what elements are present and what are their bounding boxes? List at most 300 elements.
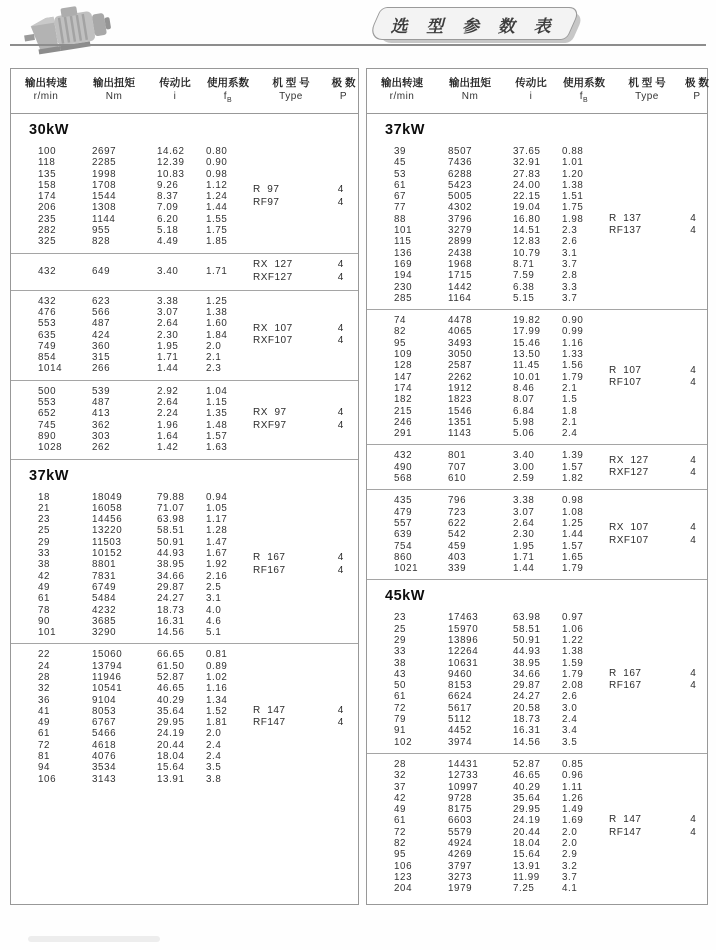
cell-ratio: 15.64 bbox=[513, 849, 541, 861]
cell-ratio: 24.19 bbox=[513, 815, 541, 827]
cell-ratio: 58.51 bbox=[157, 525, 185, 537]
pole-column bbox=[679, 522, 707, 547]
cell-fb: 1.57 bbox=[562, 540, 584, 552]
cell-torque: 403 bbox=[448, 551, 467, 563]
cell-torque: 3493 bbox=[448, 337, 473, 349]
cell-speed: 285 bbox=[394, 292, 413, 304]
cell-ratio: 13.50 bbox=[513, 349, 541, 361]
cell-torque: 539 bbox=[92, 385, 111, 397]
cell-speed: 860 bbox=[394, 551, 413, 563]
cell-speed: 136 bbox=[394, 247, 413, 259]
number-grid bbox=[11, 386, 253, 454]
cell-ratio: 3.38 bbox=[157, 295, 179, 307]
cell-speed: 23 bbox=[38, 514, 51, 526]
data-block bbox=[367, 445, 707, 490]
data-block bbox=[11, 381, 358, 460]
cell-fb: 0.89 bbox=[206, 660, 228, 672]
cell-speed: 29 bbox=[38, 536, 51, 548]
cell-fb: 4.6 bbox=[206, 615, 222, 627]
title-banner bbox=[372, 7, 576, 43]
cell-fb: 1.85 bbox=[206, 236, 228, 248]
cell-ratio: 16.31 bbox=[513, 725, 541, 737]
cell-ratio: 61.50 bbox=[157, 660, 185, 672]
cell-torque: 8175 bbox=[448, 804, 473, 816]
col-header-speed: 输出转速 r/min bbox=[381, 77, 423, 102]
cell-speed: 36 bbox=[38, 694, 51, 706]
cell-fb: 1.16 bbox=[206, 683, 228, 695]
cell-speed: 635 bbox=[38, 329, 57, 341]
cell-ratio: 6.84 bbox=[513, 405, 535, 417]
cell-ratio: 6.20 bbox=[157, 213, 179, 225]
cell-speed: 204 bbox=[394, 883, 413, 895]
cell-fb: 1.44 bbox=[562, 529, 584, 541]
type-column bbox=[253, 323, 323, 348]
data-block-inner bbox=[11, 649, 358, 785]
cell-fb: 1.15 bbox=[206, 397, 228, 409]
cell-torque: 8801 bbox=[92, 559, 117, 571]
cell-torque: 303 bbox=[92, 430, 111, 442]
cell-torque: 4924 bbox=[448, 838, 473, 850]
type-name: RF147 bbox=[609, 826, 642, 838]
cell-speed: 33 bbox=[394, 646, 407, 658]
cell-speed: 194 bbox=[394, 270, 413, 282]
cell-torque: 955 bbox=[92, 225, 111, 237]
cell-speed: 28 bbox=[38, 671, 51, 683]
cell-ratio: 1.96 bbox=[157, 419, 179, 431]
cell-speed: 49 bbox=[394, 804, 407, 816]
cell-ratio: 3.07 bbox=[157, 306, 179, 318]
cell-fb: 3.3 bbox=[562, 281, 578, 293]
cell-ratio: 5.98 bbox=[513, 416, 535, 428]
cell-speed: 38 bbox=[38, 559, 51, 571]
pole-count: 4 bbox=[690, 667, 696, 679]
cell-fb: 2.5 bbox=[206, 581, 222, 593]
cell-torque: 2438 bbox=[448, 247, 473, 259]
cell-fb: 1.04 bbox=[206, 385, 228, 397]
cell-fb: 2.4 bbox=[206, 739, 222, 751]
cell-torque: 4076 bbox=[92, 751, 117, 763]
cell-torque: 9728 bbox=[448, 792, 473, 804]
pole-column bbox=[323, 552, 358, 577]
cell-torque: 610 bbox=[448, 473, 467, 485]
pole-count: 4 bbox=[337, 564, 344, 576]
pole-count: 4 bbox=[337, 335, 344, 347]
cell-speed: 74 bbox=[394, 315, 407, 327]
cell-torque: 18049 bbox=[92, 491, 123, 503]
cell-fb: 3.0 bbox=[562, 702, 578, 714]
cell-ratio: 11.99 bbox=[513, 871, 540, 883]
cell-torque: 4269 bbox=[448, 849, 473, 861]
cell-torque: 10997 bbox=[448, 781, 479, 793]
cell-ratio: 17.99 bbox=[513, 326, 541, 338]
cell-torque: 566 bbox=[92, 306, 111, 318]
cell-torque: 424 bbox=[92, 329, 111, 341]
cell-speed: 28 bbox=[394, 758, 407, 770]
cell-speed: 553 bbox=[38, 397, 57, 409]
cell-ratio: 3.00 bbox=[513, 461, 535, 473]
cell-fb: 2.4 bbox=[562, 714, 578, 726]
cell-fb: 2.1 bbox=[206, 352, 222, 364]
cell-speed: 115 bbox=[394, 236, 412, 248]
cell-torque: 828 bbox=[92, 236, 111, 248]
cell-fb: 5.1 bbox=[206, 627, 222, 639]
cell-fb: 1.25 bbox=[562, 517, 584, 529]
cell-fb: 1.22 bbox=[562, 634, 584, 646]
pole-count: 4 bbox=[337, 322, 344, 334]
cell-speed: 38 bbox=[394, 657, 407, 669]
cell-fb: 3.1 bbox=[562, 247, 578, 259]
cell-speed: 61 bbox=[38, 593, 51, 605]
data-block-inner bbox=[367, 315, 707, 439]
cell-fb: 0.96 bbox=[562, 770, 584, 782]
cell-ratio: 16.80 bbox=[513, 213, 541, 225]
cell-fb: 1.67 bbox=[206, 548, 228, 560]
cell-ratio: 8.07 bbox=[513, 394, 535, 406]
cell-ratio: 1.44 bbox=[513, 563, 535, 575]
gear-motor-icon bbox=[22, 2, 113, 56]
cell-fb: 1.63 bbox=[206, 442, 228, 454]
cell-ratio: 1.95 bbox=[157, 340, 179, 352]
cell-fb: 1.75 bbox=[562, 202, 584, 214]
cell-ratio: 2.64 bbox=[157, 397, 179, 409]
cell-fb: 1.57 bbox=[206, 430, 228, 442]
pole-count: 4 bbox=[690, 826, 696, 838]
cell-speed: 432 bbox=[38, 266, 57, 278]
cell-fb: 1.35 bbox=[206, 408, 228, 420]
cell-torque: 4452 bbox=[448, 725, 473, 737]
cell-speed: 854 bbox=[38, 352, 57, 364]
data-block-inner bbox=[11, 259, 358, 285]
cell-speed: 158 bbox=[38, 179, 57, 191]
cell-torque: 4302 bbox=[448, 202, 473, 214]
cell-ratio: 22.15 bbox=[513, 191, 541, 203]
cell-speed: 101 bbox=[38, 627, 57, 639]
cell-torque: 4478 bbox=[448, 315, 473, 327]
type-name: RXF107 bbox=[609, 534, 649, 546]
cell-torque: 15970 bbox=[448, 623, 479, 635]
col-header-poles: 极 数 P bbox=[685, 77, 709, 102]
cell-torque: 1144 bbox=[92, 213, 116, 225]
cell-torque: 1546 bbox=[448, 405, 473, 417]
cell-speed: 282 bbox=[38, 225, 57, 237]
pole-column bbox=[679, 668, 707, 693]
cell-fb: 1.39 bbox=[562, 450, 584, 462]
cell-ratio: 4.49 bbox=[157, 236, 179, 248]
cell-ratio: 16.31 bbox=[157, 615, 185, 627]
pole-column bbox=[323, 407, 358, 432]
pole-column bbox=[323, 705, 358, 730]
cell-torque: 14456 bbox=[92, 514, 123, 526]
cell-fb: 1.01 bbox=[562, 157, 584, 169]
cell-speed: 82 bbox=[394, 326, 407, 338]
cell-torque: 2587 bbox=[448, 360, 473, 372]
pole-count: 4 bbox=[690, 522, 696, 534]
cell-fb: 1.98 bbox=[562, 213, 584, 225]
cell-fb: 2.1 bbox=[562, 382, 578, 394]
cell-ratio: 5.15 bbox=[513, 292, 535, 304]
col-header-service-factor: 使用系数 $f_B$ bbox=[563, 77, 605, 104]
data-block-inner bbox=[367, 612, 707, 748]
cell-ratio: 34.66 bbox=[157, 570, 185, 582]
cell-speed: 230 bbox=[394, 281, 413, 293]
cell-ratio: 40.29 bbox=[513, 781, 541, 793]
cell-fb: 1.5 bbox=[562, 394, 578, 406]
data-block bbox=[367, 141, 707, 310]
cell-ratio: 7.09 bbox=[157, 202, 179, 214]
cell-ratio: 3.40 bbox=[513, 450, 535, 462]
cell-fb: 2.8 bbox=[562, 270, 578, 282]
cell-fb: 1.56 bbox=[562, 360, 584, 372]
type-name: R 137 bbox=[609, 212, 642, 224]
pole-count: 4 bbox=[337, 419, 344, 431]
cell-torque: 4065 bbox=[448, 326, 473, 338]
cell-speed: 246 bbox=[394, 416, 413, 428]
pole-count: 4 bbox=[337, 196, 344, 208]
cell-speed: 91 bbox=[394, 725, 407, 737]
cell-torque: 8053 bbox=[92, 705, 117, 717]
cell-torque: 1164 bbox=[448, 292, 472, 304]
cell-fb: 3.1 bbox=[206, 593, 222, 605]
cell-fb: 0.80 bbox=[206, 146, 228, 157]
cell-speed: 42 bbox=[394, 792, 407, 804]
cell-speed: 639 bbox=[394, 529, 413, 541]
cell-fb: 3.2 bbox=[562, 860, 578, 872]
cell-torque: 3290 bbox=[92, 627, 117, 639]
header-rule bbox=[10, 44, 706, 46]
cell-speed: 32 bbox=[394, 770, 407, 782]
cell-speed: 72 bbox=[394, 702, 407, 714]
cell-torque: 796 bbox=[448, 495, 467, 507]
cell-torque: 649 bbox=[92, 266, 111, 278]
cell-fb: 0.99 bbox=[562, 326, 584, 338]
cell-torque: 3797 bbox=[448, 860, 473, 872]
cell-speed: 49 bbox=[38, 717, 51, 729]
cell-torque: 8153 bbox=[448, 680, 473, 692]
cell-speed: 169 bbox=[394, 258, 413, 270]
type-column bbox=[253, 259, 323, 284]
cell-fb: 1.60 bbox=[206, 318, 228, 330]
cell-torque: 14431 bbox=[448, 758, 479, 770]
cell-fb: 1.06 bbox=[562, 623, 584, 635]
cell-ratio: 38.95 bbox=[157, 559, 185, 571]
cell-fb: 1.25 bbox=[206, 295, 228, 307]
cell-fb: 2.0 bbox=[206, 728, 222, 740]
cell-fb: 2.3 bbox=[562, 225, 578, 237]
cell-torque: 6749 bbox=[92, 581, 117, 593]
data-block-inner bbox=[367, 759, 707, 895]
cell-fb: 3.5 bbox=[562, 736, 578, 748]
cell-speed: 568 bbox=[394, 473, 413, 485]
number-grid bbox=[11, 266, 253, 277]
cell-fb: 1.28 bbox=[206, 525, 228, 537]
cell-fb: 1.75 bbox=[206, 225, 228, 237]
cell-fb: 1.34 bbox=[206, 694, 228, 706]
cell-torque: 315 bbox=[92, 352, 111, 364]
cell-torque: 459 bbox=[448, 540, 467, 552]
cell-torque: 1823 bbox=[448, 394, 473, 406]
cell-torque: 6288 bbox=[448, 168, 473, 180]
cell-fb: 2.9 bbox=[562, 849, 578, 861]
cell-torque: 5005 bbox=[448, 191, 473, 203]
cell-fb: 2.6 bbox=[562, 236, 578, 248]
cell-ratio: 2.59 bbox=[513, 473, 535, 485]
pole-count: 4 bbox=[690, 225, 696, 237]
col-header-poles: 极 数 P bbox=[331, 77, 356, 102]
cell-fb: 1.16 bbox=[562, 337, 584, 349]
cell-ratio: 18.73 bbox=[513, 714, 541, 726]
cell-speed: 754 bbox=[394, 540, 413, 552]
cell-torque: 3974 bbox=[448, 736, 473, 748]
type-name: RXF97 bbox=[253, 419, 287, 431]
number-grid bbox=[367, 146, 609, 304]
cell-ratio: 18.73 bbox=[157, 604, 185, 616]
cell-fb: 1.49 bbox=[562, 804, 584, 816]
cell-fb: 2.08 bbox=[562, 680, 584, 692]
cell-torque: 4618 bbox=[92, 739, 117, 751]
col-header-ratio: 传动比 i bbox=[515, 77, 547, 102]
data-block-inner bbox=[367, 495, 707, 574]
cell-torque: 4232 bbox=[92, 604, 117, 616]
cell-ratio: 52.87 bbox=[157, 671, 185, 683]
cell-fb: 1.02 bbox=[206, 671, 228, 683]
cell-torque: 1708 bbox=[92, 179, 117, 191]
cell-speed: 37 bbox=[394, 781, 407, 793]
section-title: 30kW bbox=[29, 122, 69, 138]
cell-fb: 3.4 bbox=[562, 725, 578, 737]
data-block bbox=[367, 607, 707, 754]
cell-torque: 2262 bbox=[448, 371, 473, 383]
cell-speed: 476 bbox=[38, 306, 57, 318]
cell-torque: 5112 bbox=[448, 714, 472, 726]
cell-speed: 88 bbox=[394, 213, 407, 225]
cell-ratio: 20.44 bbox=[513, 826, 541, 838]
cell-fb: 1.48 bbox=[206, 419, 228, 431]
type-name: RX 107 bbox=[609, 522, 649, 534]
pole-column bbox=[323, 323, 358, 348]
cell-ratio: 14.56 bbox=[157, 627, 185, 639]
cell-speed: 81 bbox=[38, 751, 51, 763]
data-block bbox=[11, 487, 358, 645]
cell-fb: 2.6 bbox=[562, 691, 578, 703]
col-header-torque: 输出扭矩 Nm bbox=[93, 77, 135, 102]
pole-count: 4 bbox=[690, 454, 696, 466]
cell-torque: 5617 bbox=[448, 702, 473, 714]
cell-fb: 1.38 bbox=[206, 306, 228, 318]
cell-speed: 106 bbox=[38, 773, 57, 785]
cell-fb: 1.52 bbox=[206, 705, 228, 717]
cell-speed: 553 bbox=[38, 318, 57, 330]
cell-ratio: 37.65 bbox=[513, 146, 541, 157]
type-name: RX 97 bbox=[253, 407, 287, 419]
cell-speed: 215 bbox=[394, 405, 413, 417]
cell-ratio: 58.51 bbox=[513, 623, 541, 635]
cell-torque: 7436 bbox=[448, 157, 473, 169]
cell-speed: 1028 bbox=[38, 442, 63, 454]
type-column bbox=[253, 407, 323, 432]
cell-ratio: 40.29 bbox=[157, 694, 185, 706]
cell-speed: 174 bbox=[394, 382, 413, 394]
pole-count: 4 bbox=[690, 364, 696, 376]
cell-torque: 15060 bbox=[92, 649, 123, 661]
cell-fb: 0.90 bbox=[562, 315, 584, 327]
cell-ratio: 10.79 bbox=[513, 247, 541, 259]
cell-ratio: 15.46 bbox=[513, 337, 541, 349]
type-name: R 167 bbox=[253, 552, 286, 564]
cell-ratio: 52.87 bbox=[513, 758, 541, 770]
cell-ratio: 1.44 bbox=[157, 363, 179, 375]
cell-torque: 723 bbox=[448, 506, 467, 518]
cell-speed: 479 bbox=[394, 506, 413, 518]
pole-count: 4 bbox=[690, 212, 696, 224]
cell-fb: 1.38 bbox=[562, 646, 584, 658]
pole-count: 4 bbox=[337, 717, 344, 729]
cell-ratio: 1.71 bbox=[157, 352, 179, 364]
cell-fb: 1.82 bbox=[562, 473, 584, 485]
cell-torque: 10541 bbox=[92, 683, 123, 695]
type-name: R 167 bbox=[609, 667, 642, 679]
cell-ratio: 24.19 bbox=[157, 728, 185, 740]
cell-ratio: 1.42 bbox=[157, 442, 179, 454]
data-block-inner bbox=[11, 386, 358, 454]
cell-ratio: 14.51 bbox=[513, 225, 541, 237]
cell-torque: 1998 bbox=[92, 168, 117, 180]
cell-ratio: 71.07 bbox=[157, 502, 185, 514]
cell-torque: 1544 bbox=[92, 191, 117, 203]
cell-fb: 1.38 bbox=[562, 179, 584, 191]
number-grid bbox=[11, 146, 253, 248]
cell-ratio: 20.58 bbox=[513, 702, 541, 714]
cell-torque: 5466 bbox=[92, 728, 117, 740]
cell-fb: 2.0 bbox=[562, 826, 578, 838]
cell-torque: 622 bbox=[448, 517, 467, 529]
cell-speed: 325 bbox=[38, 236, 57, 248]
cell-fb: 1.84 bbox=[206, 329, 228, 341]
cell-speed: 500 bbox=[38, 385, 57, 397]
cell-torque: 6624 bbox=[448, 691, 473, 703]
cell-ratio: 29.87 bbox=[157, 581, 185, 593]
cell-speed: 128 bbox=[394, 360, 413, 372]
cell-fb: 1.47 bbox=[206, 536, 228, 548]
cell-fb: 2.4 bbox=[206, 751, 222, 763]
cell-fb: 1.8 bbox=[562, 405, 578, 417]
cell-torque: 1308 bbox=[92, 202, 117, 214]
pole-count: 4 bbox=[337, 184, 344, 196]
pole-count: 4 bbox=[690, 467, 696, 479]
cell-fb: 2.4 bbox=[562, 428, 578, 440]
cell-ratio: 34.66 bbox=[513, 668, 541, 680]
data-block bbox=[367, 754, 707, 904]
pole-column bbox=[323, 184, 358, 209]
type-name: RF147 bbox=[253, 717, 286, 729]
cell-torque: 11503 bbox=[92, 536, 122, 548]
number-grid bbox=[367, 495, 609, 574]
cell-fb: 1.05 bbox=[206, 502, 228, 514]
cell-ratio: 32.91 bbox=[513, 157, 541, 169]
cell-ratio: 50.91 bbox=[157, 536, 185, 548]
cell-ratio: 12.39 bbox=[157, 157, 185, 169]
cell-fb: 1.51 bbox=[562, 191, 584, 203]
cell-fb: 0.85 bbox=[562, 758, 584, 770]
cell-ratio: 2.30 bbox=[513, 529, 535, 541]
cell-ratio: 63.98 bbox=[157, 514, 185, 526]
cell-torque: 5423 bbox=[448, 179, 473, 191]
cell-fb: 0.98 bbox=[562, 495, 584, 507]
data-block-inner bbox=[367, 146, 707, 304]
cell-fb: 1.79 bbox=[562, 371, 584, 383]
cell-ratio: 18.04 bbox=[513, 838, 541, 850]
data-block-inner bbox=[11, 492, 358, 639]
cell-speed: 22 bbox=[38, 649, 51, 661]
